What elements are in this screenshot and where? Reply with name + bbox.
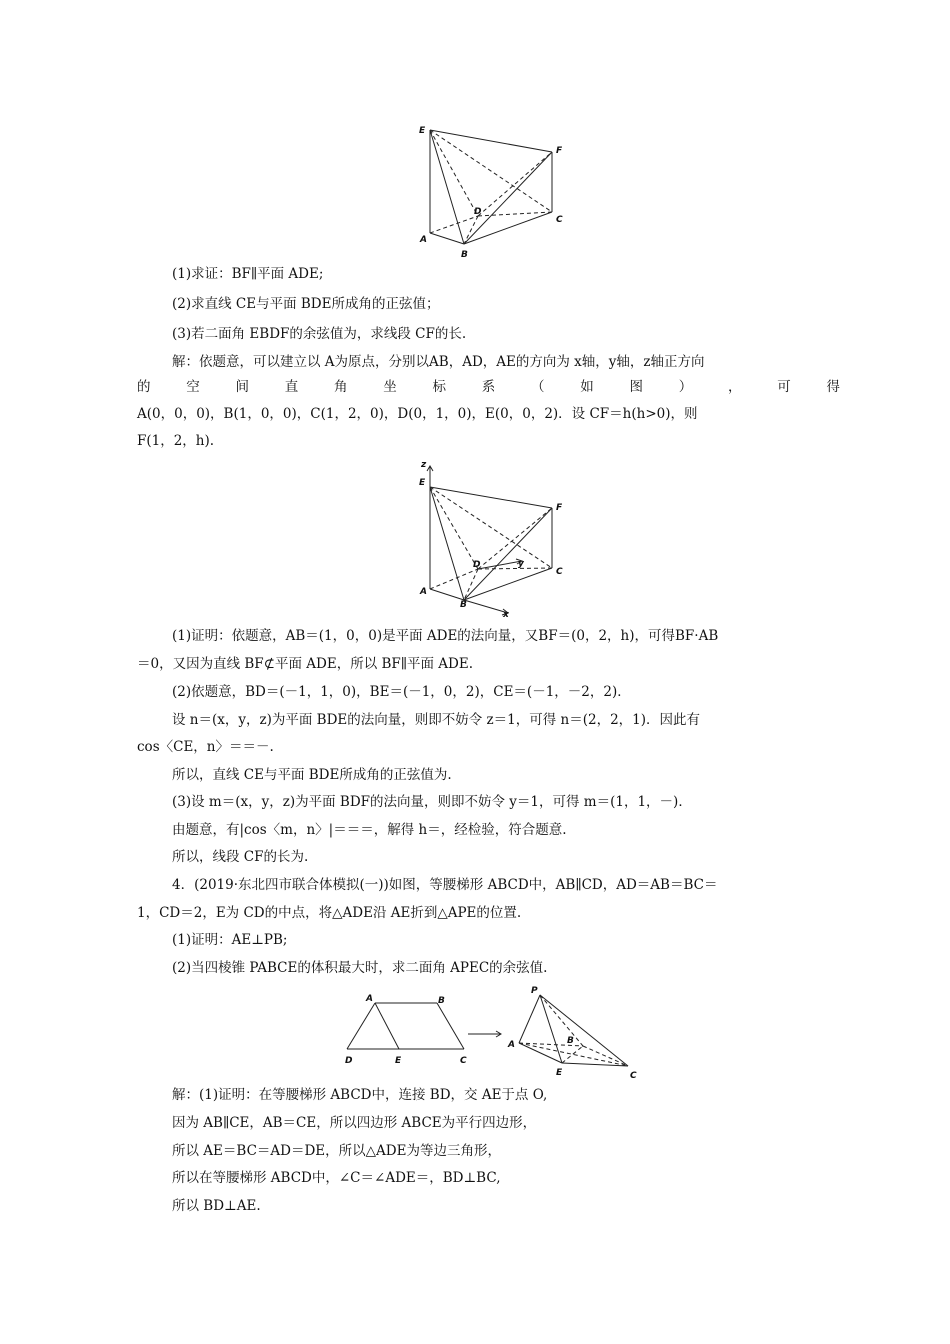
w: 如 bbox=[580, 379, 594, 395]
label-A: A bbox=[420, 235, 427, 245]
label-D: D bbox=[473, 560, 481, 570]
figure-3-trapezoid bbox=[338, 985, 478, 1070]
trapezoid-edges bbox=[347, 1003, 464, 1049]
proof-line-6: 所以，直线 CE与平面 BDE所成角的正弦值为. bbox=[172, 767, 452, 783]
solution-intro-1: 解：依题意，可以建立以 A为原点，分别以AB，AD，AE的方向为 x轴，y轴，z轴正方向 bbox=[172, 354, 705, 370]
label-E: E bbox=[395, 1056, 402, 1066]
proof-line-8: 由题意，有|cos〈m，n〉|＝＝＝，解得 h＝，经检验，符合题意. bbox=[172, 822, 567, 838]
pyramid-solid-edges bbox=[519, 995, 628, 1066]
sol4-line-3: 所以 AE＝BC＝AD＝DE，所以△ADE为等边三角形， bbox=[172, 1143, 501, 1159]
question-part-3: (3)若二面角 EBDF的余弦值为，求线段 CF的长. bbox=[172, 326, 467, 342]
proof-line-4: 设 n＝(x，y，z)为平面 BDE的法向量，则即不妨令 z＝1，可得 n＝(2，2，1)．因此有 bbox=[172, 712, 701, 728]
label-A: A bbox=[420, 587, 427, 597]
proof-line-5: cos〈CE，n〉＝＝－. bbox=[137, 739, 274, 755]
q4-line-2: 1，CD＝2，E为 CD的中点，将△ADE沿 AE折到△APE的位置. bbox=[137, 905, 522, 921]
label-B: B bbox=[460, 600, 467, 610]
prism-hidden-edges bbox=[430, 130, 552, 244]
label-E: E bbox=[419, 478, 426, 488]
sol4-line-4: 所以在等腰梯形 ABCD中，∠C＝∠ADE＝，BD⊥BC, bbox=[172, 1170, 501, 1186]
q4-line-1: 4．(2019·东北四市联合体模拟(一))如图，等腰梯形 ABCD中，AB∥CD，AD＝AB＝BC＝ bbox=[172, 877, 718, 893]
prism-hidden-edges bbox=[430, 487, 552, 600]
proof-line-7: (3)设 m＝(x，y，z)为平面 BDF的法向量，则即不妨令 y＝1，可得 m＝(1，1，－)． bbox=[172, 794, 692, 810]
label-C: C bbox=[556, 567, 563, 577]
sol4-line-5: 所以 BD⊥AE. bbox=[172, 1198, 261, 1214]
label-A: A bbox=[366, 994, 373, 1004]
solution-intro-2 bbox=[137, 377, 840, 397]
question-part-2: (2)求直线 CE与平面 BDE所成角的正弦值； bbox=[172, 296, 440, 312]
w: 直 bbox=[284, 379, 299, 395]
label-C: C bbox=[460, 1056, 467, 1066]
prism-solid-edges bbox=[430, 487, 552, 600]
w: 角 bbox=[334, 379, 348, 395]
w: 空 bbox=[186, 379, 200, 395]
label-z: z bbox=[421, 460, 427, 470]
label-y: y bbox=[518, 559, 524, 569]
label-B: B bbox=[461, 250, 468, 260]
label-B: B bbox=[438, 996, 445, 1006]
proof-line-9: 所以，线段 CF的长为. bbox=[172, 849, 309, 865]
question-part-1: (1)求证：BF∥平面 ADE; bbox=[172, 266, 324, 282]
proof-line-2: ＝0，又因为直线 BF⊄平面 ADE，所以 BF∥平面 ADE. bbox=[137, 656, 474, 672]
q4-line-4: (2)当四棱锥 PABCE的体积最大时，求二面角 APEC的余弦值. bbox=[172, 960, 548, 976]
label-F: F bbox=[556, 503, 563, 513]
w: ， bbox=[728, 379, 742, 395]
transform-arrow bbox=[466, 1028, 506, 1040]
w: 的 bbox=[137, 379, 151, 395]
w: 标 bbox=[432, 379, 446, 395]
solution-intro-4: F(1，2，h). bbox=[137, 433, 215, 449]
solution-intro-3: A(0，0，0)，B(1，0，0)，C(1，2，0)，D(0，1，0)，E(0，0，2)．设 CF＝h(h>0)，则 bbox=[137, 406, 698, 422]
label-E: E bbox=[556, 1068, 563, 1078]
q4-line-3: (1)证明：AE⊥PB; bbox=[172, 932, 288, 948]
prism-solid-edges bbox=[430, 130, 552, 244]
proof-line-3: (2)依题意，BD＝(－1，1，0)，BE＝(－1，0，2)，CE＝(－1，－2，2)． bbox=[172, 684, 631, 700]
w: 可 bbox=[777, 379, 791, 395]
w: 图 bbox=[629, 379, 643, 395]
sol4-line-2: 因为 AB∥CE，AB＝CE，所以四边形 ABCE为平行四边形， bbox=[172, 1115, 537, 1131]
label-P: P bbox=[531, 986, 538, 996]
proof-line-1: (1)证明：依题意，AB＝(1，0，0)是平面 ADE的法向量，又BF＝(0，2，h)，可得BF·AB bbox=[172, 628, 719, 644]
sol4-line-1: 解：(1)证明：在等腰梯形 ABCD中，连接 BD，交 AE于点 O, bbox=[172, 1087, 548, 1103]
label-A: A bbox=[508, 1040, 515, 1050]
figure-2-coordinates bbox=[418, 455, 568, 620]
label-B: B bbox=[567, 1036, 574, 1046]
w: 得 bbox=[826, 379, 840, 395]
label-E: E bbox=[419, 126, 426, 136]
label-D: D bbox=[474, 207, 482, 217]
label-x: x bbox=[503, 610, 509, 620]
w: （ bbox=[531, 379, 545, 395]
label-C: C bbox=[630, 1071, 637, 1081]
w: 系 bbox=[481, 379, 496, 395]
figure-1-prism bbox=[418, 122, 568, 262]
label-F: F bbox=[556, 146, 563, 156]
w: 间 bbox=[235, 379, 249, 395]
w: 坐 bbox=[383, 379, 397, 395]
w: ） bbox=[678, 379, 693, 395]
label-C: C bbox=[556, 215, 563, 225]
figure-4-pyramid bbox=[505, 982, 645, 1082]
label-D: D bbox=[345, 1056, 353, 1066]
